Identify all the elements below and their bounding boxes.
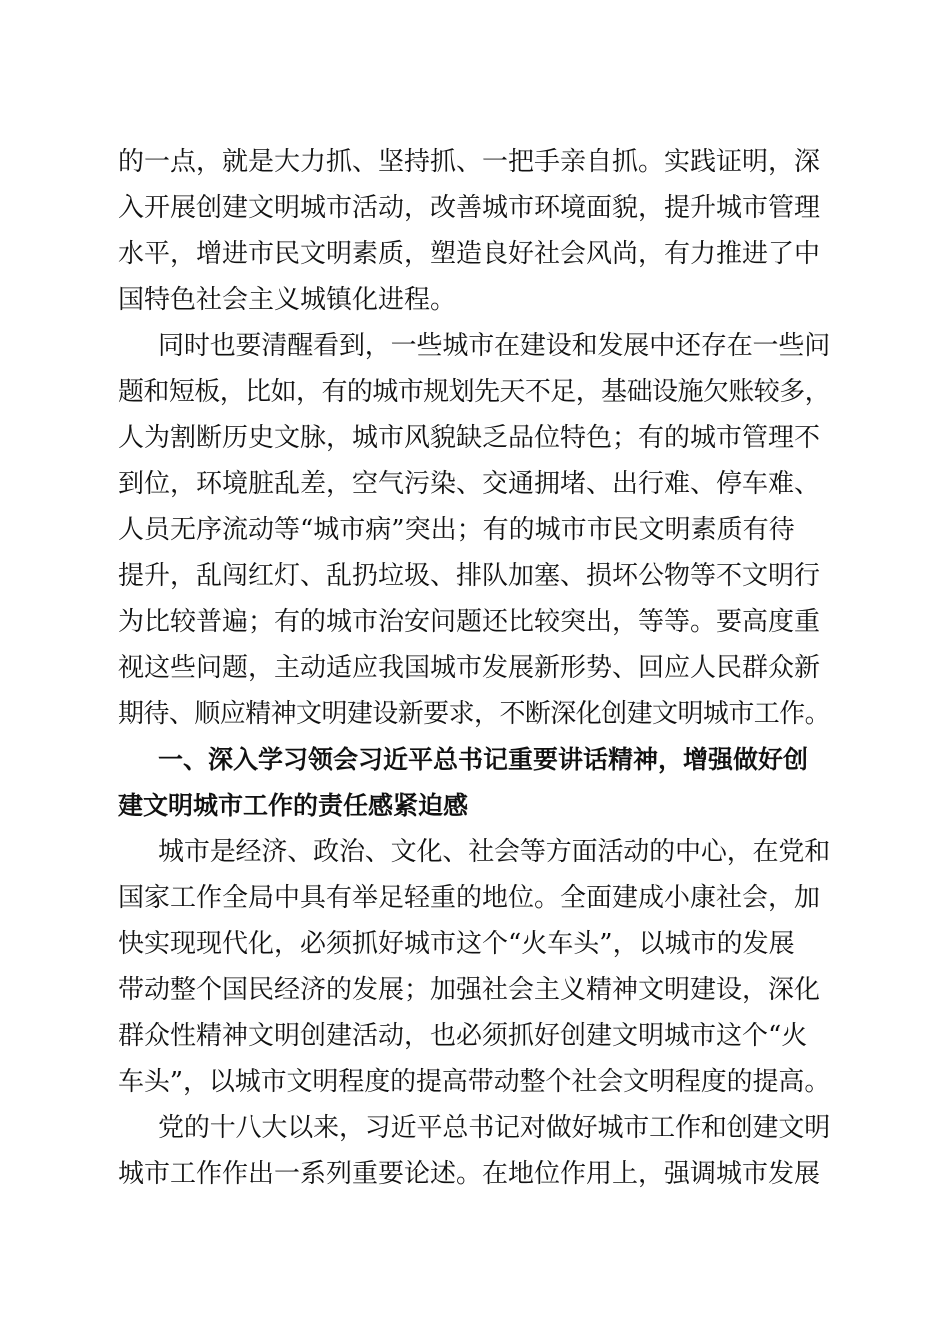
text-line: 带动整个国民经济的发展；加强社会主义精神文明建设，深化 — [118, 975, 821, 1005]
text-line: 入开展创建文明城市活动，改善城市环境面貌，提升城市管理 — [118, 193, 821, 223]
text-line: 群众性精神文明创建活动，也必须抓好创建文明城市这个“火 — [118, 1021, 808, 1051]
text-line: 为比较普遍；有的城市治安问题还比较突出，等等。要高度重 — [118, 607, 821, 637]
section-heading: 一、深入学习领会习近平总书记重要讲话精神，增强做好创 — [158, 745, 809, 774]
text-line: 国特色社会主义城镇化进程。 — [118, 285, 457, 315]
text-line: 快实现现代化，必须抓好城市这个“火车头”，以城市的发展 — [118, 929, 795, 959]
text-line: 人为割断历史文脉，城市风貌缺乏品位特色；有的城市管理不 — [118, 423, 821, 453]
text-line: 城市工作作出一系列重要论述。在地位作用上，强调城市发展 — [118, 1159, 821, 1189]
text-line: 视这些问题，主动适应我国城市发展新形势、回应人民群众新 — [118, 653, 821, 683]
text-line: 题和短板，比如，有的城市规划先天不足，基础设施欠账较多， — [118, 377, 831, 407]
text-line: 同时也要清醒看到，一些城市在建设和发展中还存在一些问 — [158, 331, 831, 361]
text-line: 的一点，就是大力抓、坚持抓、一把手亲自抓。实践证明，深 — [118, 147, 821, 177]
text-line: 人员无序流动等“城市病”突出；有的城市市民文明素质有待 — [118, 515, 795, 545]
text-line: 水平，增进市民文明素质，塑造良好社会风尚，有力推进了中 — [118, 239, 821, 269]
text-line: 城市是经济、政治、文化、社会等方面活动的中心，在党和 — [158, 837, 831, 867]
text-line: 到位，环境脏乱差，空气污染、交通拥堵、出行难、停车难、 — [118, 469, 821, 499]
text-line: 党的十八大以来，习近平总书记对做好城市工作和创建文明 — [158, 1113, 831, 1143]
text-line: 国家工作全局中具有举足轻重的地位。全面建成小康社会，加 — [118, 883, 821, 913]
text-line: 期待、顺应精神文明建设新要求，不断深化创建文明城市工作。 — [118, 699, 831, 729]
text-line: 提升，乱闯红灯、乱扔垃圾、排队加塞、损坏公物等不文明行 — [118, 561, 821, 591]
text-line: 车头”，以城市文明程度的提高带动整个社会文明程度的提高。 — [118, 1067, 831, 1097]
section-heading: 建文明城市工作的责任感紧迫感 — [118, 791, 469, 820]
